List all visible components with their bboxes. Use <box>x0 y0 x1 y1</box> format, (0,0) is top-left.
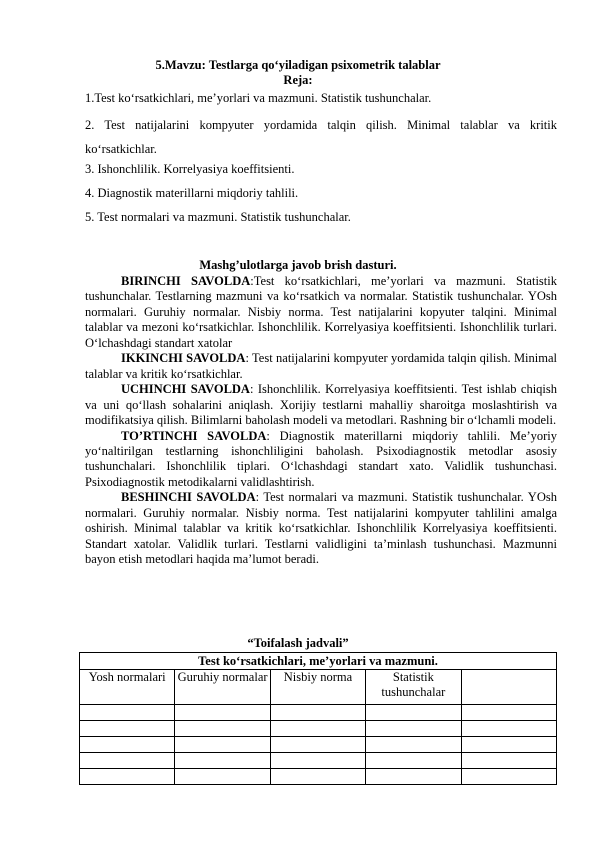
table-cell <box>366 721 461 737</box>
table-cell <box>175 705 270 721</box>
table-cell <box>175 753 270 769</box>
question-text: : Test natijalarini kompyuter yordamida talqin qilish. Minimal talablar va kritik ko‘rsatkichlar. <box>85 351 557 381</box>
table-row <box>80 705 557 721</box>
table-cell <box>80 705 175 721</box>
table-header: Test ko‘rsatkichlari, me’yorlari va mazmuni. <box>80 653 557 670</box>
question-paragraph <box>85 429 557 491</box>
question-paragraph <box>85 274 557 351</box>
table-caption: “Toifalash jadvali” <box>247 636 349 650</box>
table-cell <box>270 721 365 737</box>
question-paragraph <box>85 490 557 567</box>
column-header <box>461 670 556 705</box>
table-cell <box>270 737 365 753</box>
document-title: 5.Mavzu: Testlarga qo‘yiladigan psixometrik talablar <box>155 58 441 72</box>
column-header: Yosh normalari <box>80 670 175 705</box>
question-text: : Diagnostik materillarni miqdoriy tahlili. Me’yoriy yo‘naltirilgan testlarning ishonchliligini baholash. Psixodiagnostik metodlar asosiy tushunchalari. Ishonchlilik tiplari. O‘lchashdagi standart xato. Validlik tushunchasi. Psixodiagnostik metodikalarni validlashtirish. <box>85 428 558 489</box>
table-cell <box>270 705 365 721</box>
table-cell <box>366 753 461 769</box>
table-cell <box>461 737 556 753</box>
plan-item: 5. Test normalari va mazmuni. Statistik tushunchalar. <box>85 210 351 224</box>
table-cell <box>175 721 270 737</box>
table-row <box>80 721 557 737</box>
classification-table <box>79 652 557 785</box>
table-cell <box>366 705 461 721</box>
question-label: IKKINCHI SAVOLDA <box>121 351 246 366</box>
table-cell <box>80 753 175 769</box>
table-cell <box>461 721 556 737</box>
question-label: BIRINCHI SAVOLDA <box>121 274 251 288</box>
column-header: Statistik tushunchalar <box>366 670 461 705</box>
table-cell <box>461 753 556 769</box>
question-paragraph <box>85 351 557 382</box>
table-cell <box>80 721 175 737</box>
table-row <box>80 753 557 769</box>
plan-heading: Reja: <box>283 73 313 87</box>
table-cell <box>270 753 365 769</box>
table-cell <box>175 737 270 753</box>
question-label: TO’RTINCHI SAVOLDA <box>121 428 267 443</box>
table-cell <box>366 769 461 785</box>
program-title: Mashg’ulotlarga javob brish dasturi. <box>199 258 397 272</box>
table-cell <box>461 769 556 785</box>
question-label: BESHINCHI SAVOLDA <box>121 490 256 505</box>
question-text: :Test ko‘rsatkichlari, me’yorlari va mazmuni. Statistik tushunchalar. Testlarning mazmuni va ko‘rsatkich va normalar. Statistik tushunchalar. YOsh normalari. Guruhiy normalar. Nisbiy norma. Test natijalarini kopyuter talqini. Minimal talablar va mezoni ko‘rsatkichlar. Ishonchlilik. Korrelyasiya koeffitsienti. Ishonchlilik turlari. O‘lchashdagi standart xatolar <box>85 274 557 350</box>
table-cell <box>175 769 270 785</box>
table-cell <box>80 769 175 785</box>
table-row <box>80 769 557 785</box>
table-cell <box>270 769 365 785</box>
column-header: Guruhiy normalar <box>175 670 270 705</box>
plan-item: 1.Test ko‘rsatkichlari, me’yorlari va mazmuni. Statistik tushunchalar. <box>85 91 432 105</box>
plan-item: 3. Ishonchlilik. Korrelyasiya koeffitsienti. <box>85 162 295 176</box>
column-header: Nisbiy norma <box>270 670 365 705</box>
question-paragraph <box>85 382 557 428</box>
table-cell <box>80 737 175 753</box>
table-cell <box>366 737 461 753</box>
question-text: : Ishonchlilik. Korrelyasiya koeffitsienti. Test ishlab chiqish va uni qo‘llash sohalarini aniqlash. Xorijiy testlarni mahalliy sharoitga moslashtirish va modifikatsiya qilish. Bilimlarni baholash modeli va metodlari. Rashning bir o‘lchamli modeli. <box>85 382 558 428</box>
plan-item: 2. Test natijalarini kompyuter yordamida talqin qilish. Minimal talablar va kritik ko‘rsatkichlar. <box>85 118 557 156</box>
plan-item: 4. Diagnostik materillarni miqdoriy tahlili. <box>85 186 299 200</box>
questions-body <box>85 274 557 568</box>
question-label: UCHINCHI SAVOLDA <box>121 382 250 397</box>
table-cell <box>461 705 556 721</box>
table-row <box>80 737 557 753</box>
question-text: : Test normalari va mazmuni. Statistik tushunchalar. YOsh normalari. Guruhiy normalar. Nisbiy norma. Test natijalarini kompyuter tahlilini amalga oshirish. Minimal talablar va kritik ko‘rsatkichlar. Ishonchlilik Korrelyasiya koeffitsienti. Standart xatolar. Validlik turlari. Testlarni validligini ta’minlash tushunchasi. Mazmunni bayon etish metodlari haqida ma’lumot beradi. <box>85 490 557 567</box>
